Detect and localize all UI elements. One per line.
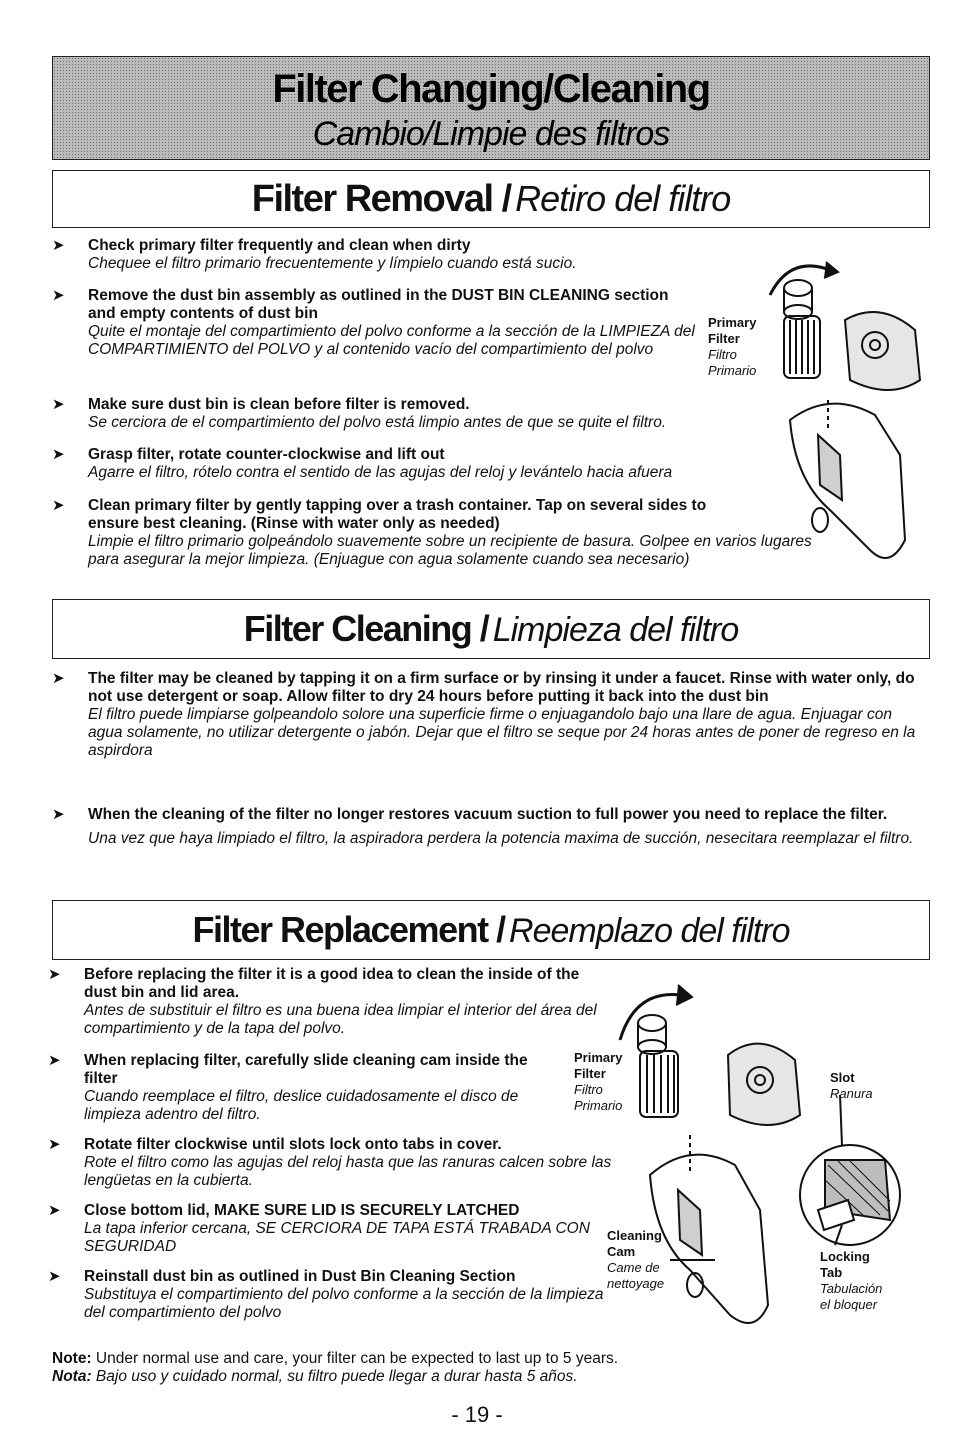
cleaning-cam-label: Cleaning Cam Came de nettoyage [607, 1228, 665, 1291]
replacement-item-2: ➤ When replacing filter, carefully slide cleaning cam inside the filter Cuando reemplace el filtro, deslice cuidadosamente el disco de limpieza adentro del filtro. [48, 1052, 528, 1123]
bullet-arrow-icon: ➤ [52, 446, 65, 463]
removal-item-1: ➤ Check primary filter frequently and clean when dirty Chequee el filtro primario frecuentemente y límpielo cuando está sucio. [52, 237, 577, 272]
removal-item-4: ➤ Grasp filter, rotate counter-clockwise and lift out Agarre el filtro, rótelo contra el sentido de las agujas del reloj y levántelo hacia afuera [52, 446, 673, 481]
primary-filter-label-2: Primary Filter Filtro Primario [574, 1050, 623, 1113]
cleaning-heading-en: Filter Cleaning / [243, 608, 489, 649]
cleaning-item-2: ➤ When the cleaning of the filter no longer restores vacuum suction to full power you need to replace the filter. Una vez que haya limpiado el filtro, la aspiradora perdera la potencia maxima de succión, nesecitara reemplazar el filtro. [52, 806, 914, 847]
removal-heading-es: Retiro del filtro [515, 178, 731, 219]
note-block [52, 1350, 932, 1386]
replacement-item-5: ➤ Reinstall dust bin as outlined in Dust Bin Cleaning Section Substituya el compartimiento del polvo conforme a la sección de la limpieza del compartimiento del polvo [48, 1268, 604, 1321]
note-es: Nota: Bajo uso y cuidado normal, su filtro puede llegar a durar hasta 5 años. [52, 1368, 578, 1385]
filter-removal-illustration [750, 250, 940, 580]
removal-heading-box [52, 170, 930, 228]
bullet-arrow-icon: ➤ [48, 1268, 61, 1285]
bullet-arrow-icon: ➤ [52, 806, 65, 823]
primary-filter-label: Primary Filter Filtro Primario [708, 315, 757, 378]
bullet-arrow-icon: ➤ [52, 237, 65, 254]
banner-title-en: Filter Changing/Cleaning [272, 67, 710, 111]
bullet-arrow-icon: ➤ [52, 396, 65, 413]
filter-replacement-illustration [610, 975, 910, 1340]
banner-title-es: Cambio/Limpie des filtros [312, 115, 670, 153]
bullet-arrow-icon: ➤ [48, 966, 61, 983]
removal-heading-en: Filter Removal / [251, 178, 511, 220]
bullet-arrow-icon: ➤ [52, 497, 65, 514]
replacement-item-4: ➤ Close bottom lid, MAKE SURE LID IS SECURELY LATCHED La tapa inferior cercana, SE CERCIORA DE TAPA ESTÁ TRABADA CON SEGURIDAD [48, 1202, 590, 1255]
replacement-item-3: ➤ Rotate filter clockwise until slots lock onto tabs in cover. Rote el filtro como las agujas del reloj hasta que las ranuras calcen sobre las lengüetas en la cubierta. [48, 1136, 612, 1189]
removal-item-2: ➤ Remove the dust bin assembly as outlined in the DUST BIN CLEANING section and empty contents of dust bin Quite el montaje del compartimiento del polvo conforme a la sección de la LIMPIEZA del COMPARTIMIENTO del POLVO y al contenido vacío del compartimiento del polvo [52, 287, 695, 358]
page-number: - 19 - [451, 1402, 503, 1427]
locking-tab-label: Locking Tab Tabulación el bloquer [820, 1249, 883, 1312]
note-en: Note: Under normal use and care, your filter can be expected to last up to 5 years. [52, 1350, 619, 1367]
bullet-arrow-icon: ➤ [48, 1202, 61, 1219]
replacement-heading-en: Filter Replacement / [192, 909, 505, 950]
bullet-arrow-icon: ➤ [52, 287, 65, 304]
removal-item-5: ➤ Clean primary filter by gently tapping over a trash container. Tap on several sides to ensure best cleaning. (Rinse with water only as needed) Limpie el filtro primario golpeándolo suavemente sobre un recipiente de basura. Golpee en varios lugares para asegurar la mejor limpieza. (Enjuague con agua solamente cuando sea necesario) [52, 497, 812, 568]
replacement-heading-es: Reemplazo del filtro [509, 912, 790, 950]
bullet-arrow-icon: ➤ [48, 1052, 61, 1069]
section-banner [52, 56, 930, 160]
replacement-item-1: ➤ Before replacing the filter it is a good idea to clean the inside of the dust bin and lid area. Antes de substituir el filtro es una buena idea limpiar el interior del área del compartimiento y de la tapa del polvo. [48, 966, 597, 1037]
cleaning-heading-es: Limpieza del filtro [492, 611, 739, 649]
removal-item-3: ➤ Make sure dust bin is clean before filter is removed. Se cerciora de el compartimiento del polvo está limpio antes de que se quite el filtro. [52, 396, 667, 431]
bullet-arrow-icon: ➤ [52, 670, 65, 687]
bullet-arrow-icon: ➤ [48, 1136, 61, 1153]
slot-label: Slot Ranura [830, 1070, 873, 1101]
cleaning-heading-box [52, 599, 930, 659]
cleaning-item-1: ➤ The filter may be cleaned by tapping it on a firm surface or by rinsing it under a faucet. Rinse with water only, do not use detergent or soap. Allow filter to dry 24 hours before putting it back into the dust bin El filtro puede limpiarse golpeandolo solore una superficie firme o enjuagandolo bajo una llare de agua. Enjuagar con agua solamente, no utilizar detergente o jabón. Dejar que el filtro se seque por 24 horas antes de poner de regreso en la aspirdora [52, 670, 916, 759]
replacement-heading-box [52, 900, 930, 960]
